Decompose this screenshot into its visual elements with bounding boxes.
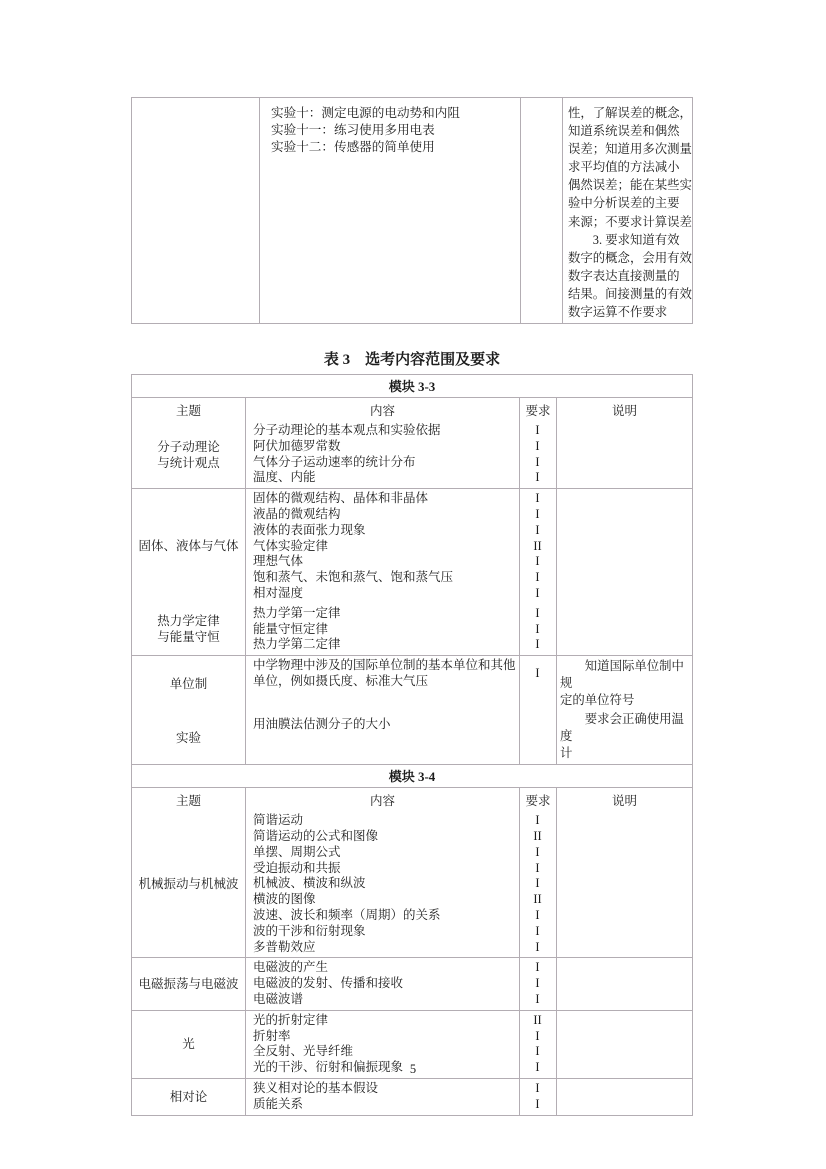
topic-line: 与统计观点 [157,455,220,470]
content-text: 分子动理论的基本观点和实验依据 [253,423,441,437]
topic-line: 固体、液体与气体 [138,539,239,554]
text-line: 求平均值的方法减小 [568,160,680,175]
content-text: 饱和蒸气、未饱和蒸气、饱和蒸气压 [253,570,454,585]
content-row [246,622,556,638]
text-line: 来源；不要求计算误差 [568,214,692,229]
content-text: 理想气体 [253,554,304,569]
topic-group [132,421,692,488]
content-row [246,439,556,455]
content-row [246,717,556,733]
content-row [246,908,556,924]
content-text: 热力学第二定律 [253,637,341,652]
text-line: 实验十：测定电源的电动势和内阻 [271,106,460,120]
topic-line: 实验 [175,730,201,745]
content-text: 阿伏加德罗常数 [253,438,341,453]
column-topic-header: 主题 [175,794,201,809]
topic-line: 光 [182,1037,195,1052]
topic-cell [132,656,245,711]
topic-line: 相对论 [169,1089,208,1104]
content-text: 质能关系 [253,1096,304,1111]
topic-cell [132,489,245,604]
module-band: 模块 3-3 [132,375,692,398]
content-requirement-cell [245,656,556,711]
table-header-row [132,398,692,421]
content-text: 电磁波的产生 [253,960,329,975]
content-row [246,845,556,861]
note-line: 定的单位符号 [560,693,635,708]
requirement-value: I [535,506,540,521]
note-cell [556,711,692,764]
content-row [246,876,556,892]
table3 [131,374,693,1116]
content-row [246,507,556,523]
content-row [246,491,556,507]
requirement-value: I [535,570,540,585]
note-cell [556,421,692,488]
content-text: 气体分子运动速率的统计分布 [253,454,416,469]
content-text: 折射率 [253,1028,291,1043]
requirement-value: I [535,860,540,875]
topic-group [132,655,692,711]
content-text: 横波的图像 [253,892,316,907]
column-note-header: 说明 [556,398,692,421]
column-note-header: 说明 [556,788,692,811]
requirement-value: II [533,892,542,907]
requirement-value: I [535,522,540,537]
topic-label [132,976,245,992]
requirement-value: I [535,876,540,891]
topic-cell [132,711,245,764]
table-header-row [132,788,692,811]
content-text: 能量守恒定律 [253,621,329,636]
content-row [246,861,556,877]
content-requirement-cell [245,811,556,957]
topic-label [132,1036,245,1052]
topic-group [132,957,692,1009]
requirement-value: I [535,621,540,636]
text-line: 性，了解误差的概念， [568,106,692,120]
content-row [246,658,556,690]
requirement-value: I [535,438,540,453]
column-content-header: 内容 [245,398,519,421]
carryover-topic-cell [132,98,259,323]
content-row [246,554,556,570]
topic-line: 机械振动与机械波 [138,877,239,892]
carryover-requirement-cell [520,98,562,323]
note-line: 计 [560,746,573,761]
content-row [246,637,556,653]
content-row [246,1029,556,1045]
content-text: 电磁波谱 [253,991,304,1006]
requirement-value: I [535,1080,540,1095]
content-row [246,892,556,908]
requirement-value: I [535,939,540,954]
topic-label [132,439,245,471]
requirement-value: I [535,605,540,620]
content-text: 光的折射定律 [253,1012,329,1027]
requirement-value: I [535,637,540,652]
content-row [246,813,556,829]
content-text: 电磁波的发射、传播和接收 [253,976,404,991]
requirement-value: I [535,976,540,991]
requirement-value: I [535,1060,540,1075]
requirement-value: I [535,991,540,1006]
content-row [246,1013,556,1029]
note-cell [556,1079,692,1115]
requirement-value: I [535,960,540,975]
requirement-value: I [535,907,540,922]
requirement-value: I [535,470,540,485]
module-band: 模块 3-4 [132,764,692,788]
content-text: 气体实验定律 [253,538,329,553]
topic-line: 电磁振荡与电磁波 [138,977,239,992]
text-line: 知道系统误差和偶然 [568,124,680,139]
topic-label [132,1089,245,1105]
content-text: 中学物理中涉及的国际单位制的基本单位和其他单位，例如摄氏度、标准大气压 [253,658,516,688]
content-row [246,423,556,439]
carryover-content-cell [259,98,520,323]
topic-line: 分子动理论 [157,439,220,454]
page-number: 5 [409,1062,417,1076]
content-text: 液晶的微观结构 [253,506,341,521]
requirement-value: I [535,554,540,569]
topic-label [132,613,245,645]
requirement-value: II [533,1012,542,1027]
note-line: 知道国际单位制中规 [560,659,684,691]
carryover-note-cell [562,98,692,323]
topic-group [132,488,692,604]
note-cell [556,604,692,655]
column-topic-header: 主题 [175,404,201,418]
content-row [246,586,556,602]
topic-cell [132,811,245,957]
requirement-value: I [535,1044,540,1059]
content-text: 固体的微观结构、晶体和非晶体 [253,491,429,506]
requirement-value: I [535,454,540,469]
requirement-value: I [535,585,540,600]
text-line: 误差；知道用多次测量 [568,142,692,157]
content-text: 全反射、光导纤维 [253,1044,354,1059]
content-text: 相对湿度 [253,585,304,600]
content-text: 光的干涉、衍射和偏振现象 [253,1060,404,1075]
content-text: 简谐运动 [253,813,304,828]
content-row [246,606,556,622]
content-row [246,570,556,586]
topic-group [132,604,692,655]
content-row [246,1097,556,1113]
note-paragraph [568,231,692,321]
content-requirement-cell [245,604,556,655]
content-requirement-cell [245,489,556,604]
content-text: 温度、内能 [253,470,316,485]
content-text: 狭义相对论的基本假设 [253,1080,379,1095]
topic-label [132,730,245,746]
content-text: 液体的表面张力现象 [253,522,366,537]
text-line: 实验十二：传感器的简单使用 [271,139,435,154]
topic-group [132,711,692,764]
table3-title: 表 3 选考内容范围及要求 [323,352,501,368]
content-row [246,455,556,471]
content-text: 波速、波长和频率（周期）的关系 [253,907,441,922]
content-text: 波的干涉和衍射现象 [253,923,366,938]
content-requirement-cell [245,958,556,1009]
note-paragraph [560,711,692,762]
content-row [246,960,556,976]
column-requirement-header: 要求 [519,398,556,421]
content-row [246,539,556,555]
topic-label [132,676,245,692]
content-text: 单摆、周期公式 [253,844,341,859]
requirement-value: I [535,844,540,859]
requirement-value: I [535,666,540,681]
text-line: 实验十一：练习使用多用电表 [271,122,435,137]
column-content-header: 内容 [245,788,519,811]
note-line: 要求会正确使用温度 [560,712,684,744]
text-line: 数字的概念，会用有效 [568,250,692,265]
content-row [246,940,556,956]
note-cell [556,489,692,604]
requirement-value: I [535,1096,540,1111]
content-row [246,1044,556,1060]
topic-line: 单位制 [169,676,208,691]
content-text: 机械波、横波和纵波 [253,876,366,891]
content-text: 简谐运动的公式和图像 [253,828,379,843]
content-row [246,924,556,940]
text-line: 数字运算不作要求 [568,305,668,320]
content-row [246,992,556,1008]
content-requirement-cell [245,421,556,488]
topic-group [132,1078,692,1115]
topic-label [132,876,245,892]
requirement-value: I [535,813,540,828]
content-text: 热力学第一定律 [253,605,341,620]
text-line: 偶然误差；能在某些实 [568,178,692,193]
note-cell [556,958,692,1009]
text-line: 验中分析误差的主要 [568,196,680,211]
topic-cell [132,1079,245,1115]
content-row [246,1081,556,1097]
content-text: 用油膜法估测分子的大小 [253,717,391,732]
text-line: 结果。间接测量的有效 [568,286,692,301]
note-cell [556,656,692,711]
note-paragraph [560,658,692,709]
requirement-value: II [533,538,542,553]
content-row [246,829,556,845]
requirement-value: II [533,828,542,843]
content-text: 多普勒效应 [253,939,316,954]
content-requirement-cell [245,1079,556,1115]
content-row [246,976,556,992]
column-requirement-header: 要求 [519,788,556,811]
carryover-table [131,97,693,324]
note-cell [556,811,692,957]
content-row [246,470,556,486]
content-row [246,523,556,539]
topic-cell [132,604,245,655]
topic-line: 热力学定律 [157,614,220,629]
note-paragraph [568,104,692,231]
requirement-value: I [535,423,540,437]
text-line: 3. 要求知道有效 [592,232,680,247]
topic-label [132,538,245,554]
text-line: 数字表达直接测量的 [568,268,680,283]
topic-line: 与能量守恒 [157,630,220,645]
requirement-value: I [535,1028,540,1043]
topic-cell [132,958,245,1009]
content-text: 受迫振动和共振 [253,860,341,875]
topic-group [132,811,692,957]
requirement-value: I [535,923,540,938]
topic-cell [132,421,245,488]
requirement-value: I [535,491,540,506]
content-requirement-cell [245,711,556,764]
